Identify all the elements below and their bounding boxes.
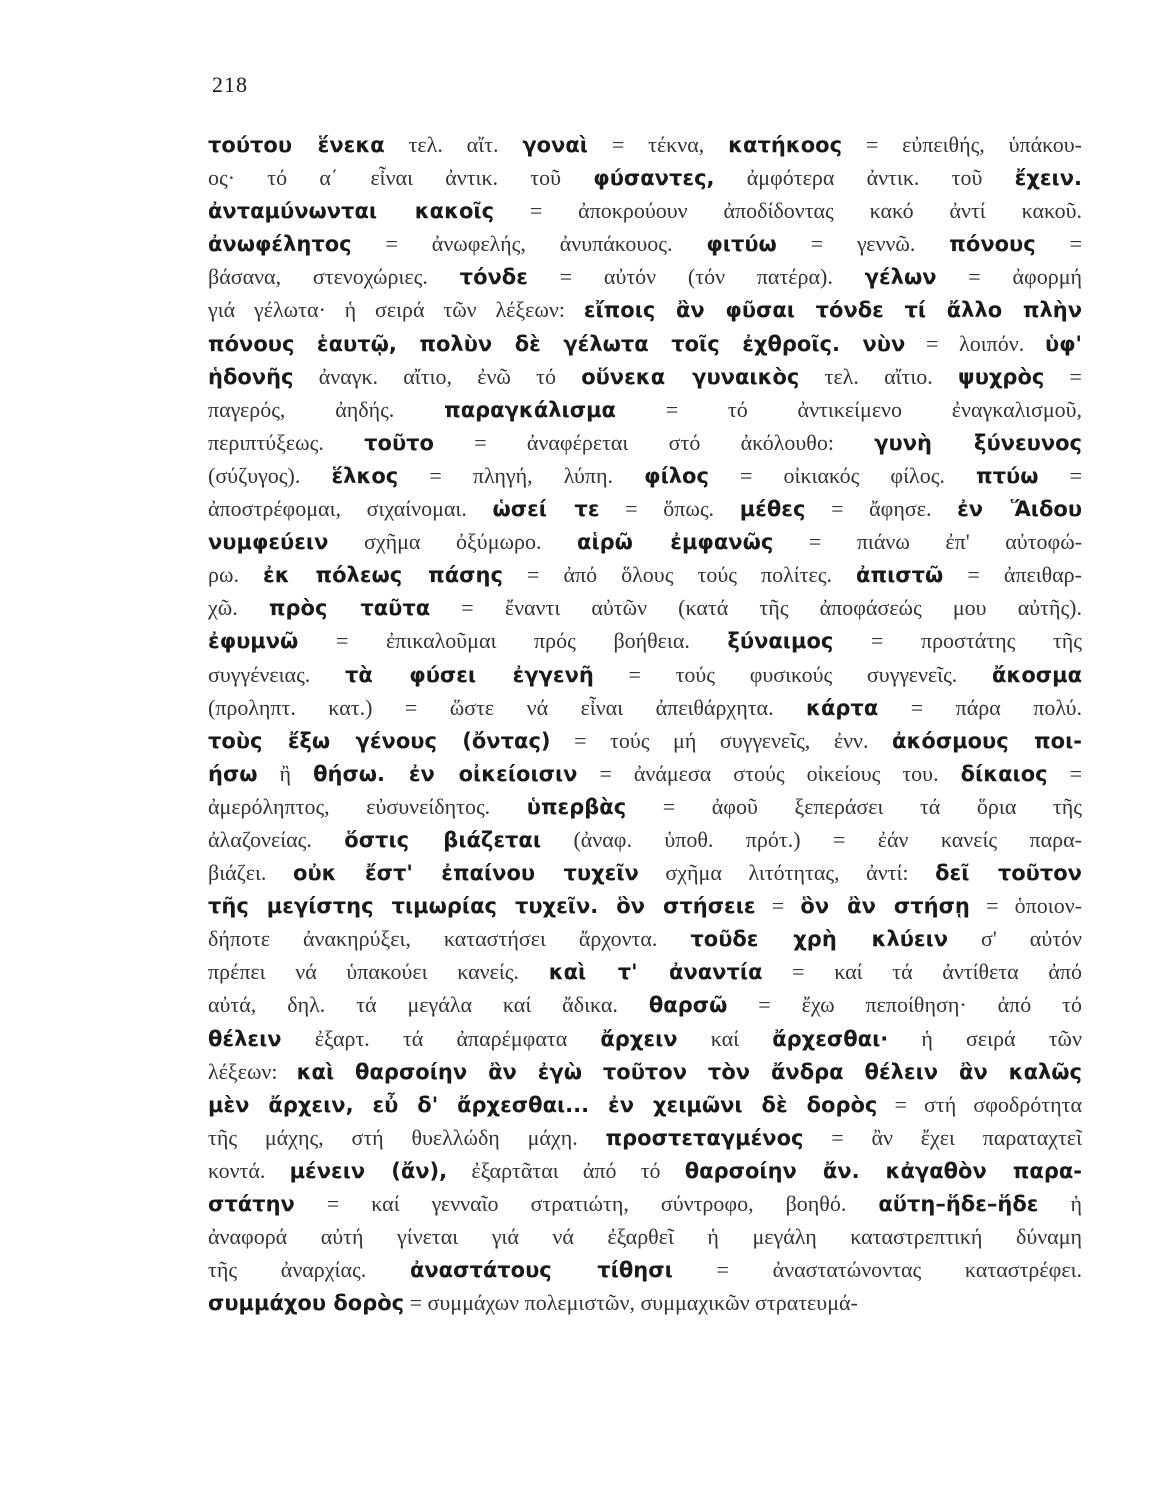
gloss-text: = ἀνάμεσα στούς οἰκείους του. bbox=[577, 760, 961, 786]
gloss-text: περιπτύξεως. bbox=[208, 429, 365, 455]
text-line bbox=[208, 1022, 1082, 1055]
page-number: 218 bbox=[212, 72, 248, 97]
text-line bbox=[208, 260, 1082, 293]
lemma-term: γοναὶ bbox=[522, 133, 588, 157]
commentary-text-block bbox=[208, 128, 1082, 1319]
gloss-text: χῶ. bbox=[208, 595, 269, 621]
lemma-term: ὑπερβὰς bbox=[526, 794, 627, 819]
lemma-term: μέθες bbox=[739, 497, 806, 522]
gloss-text: = πιάνω ἐπ' αὐτοφώ- bbox=[773, 529, 1082, 555]
gloss-text: ἐξαρτᾶται ἀπό τό bbox=[447, 1157, 685, 1183]
gloss-text: = ὅπως. bbox=[599, 496, 740, 522]
gloss-text: = ὁποιον- bbox=[969, 893, 1082, 919]
lemma-term: στάτην bbox=[208, 1192, 295, 1216]
gloss-text: = ἀπειθαρ- bbox=[943, 562, 1082, 588]
gloss-text: = ἀπό ὅλους τούς πολίτες. bbox=[502, 562, 857, 588]
text-line bbox=[208, 492, 1082, 525]
lemma-term: κατήκοος bbox=[728, 133, 843, 157]
lemma-term: πόνους bbox=[949, 232, 1036, 257]
text-line bbox=[208, 293, 1082, 326]
gloss-text: = συμμάχων πολεμιστῶν, συμμαχικῶν στρατευμά- bbox=[404, 1290, 858, 1316]
text-line bbox=[208, 757, 1082, 790]
text-line bbox=[208, 1253, 1082, 1286]
gloss-text: κοντά. bbox=[208, 1157, 290, 1183]
text-line bbox=[208, 558, 1082, 591]
text-line bbox=[208, 194, 1082, 227]
lemma-term: θήσω. ἐν οἰκείοισιν bbox=[313, 761, 578, 786]
gloss-text: βάσανα, στενοχώριες. bbox=[208, 264, 460, 290]
gloss-text: = bbox=[1035, 231, 1082, 257]
gloss-text: ἢ bbox=[257, 760, 314, 786]
gloss-text: = ἀναστατώνοντας καταστρέφει. bbox=[672, 1257, 1082, 1283]
gloss-text: λέξεων: bbox=[208, 1058, 297, 1084]
gloss-text: = λοιπόν. bbox=[905, 330, 1045, 356]
lemma-term: ὃν ἂν στήσῃ bbox=[800, 894, 970, 919]
gloss-text: = προστάτης τῆς bbox=[833, 628, 1082, 654]
lemma-term: ἀνταμύνωνται κακοῖς bbox=[208, 199, 495, 224]
lemma-term: κάρτα bbox=[806, 695, 879, 720]
lemma-term: πτύω bbox=[976, 463, 1039, 488]
gloss-text: σχῆμα ὀξύμωρο. bbox=[328, 529, 578, 555]
lemma-term: ἀπιστῶ bbox=[856, 563, 944, 588]
text-line bbox=[208, 128, 1082, 161]
gloss-text: = ἀφοῦ ξεπεράσει τά ὅρια τῆς bbox=[626, 793, 1082, 819]
text-line bbox=[208, 856, 1082, 889]
lemma-term: οὕνεκα γυναικὸς bbox=[581, 364, 800, 389]
gloss-text: = πάρα πολύ. bbox=[878, 694, 1082, 720]
gloss-text: = τούς μή συγγενεῖς, ἐνν. bbox=[550, 727, 893, 753]
lemma-term: τὰ φύσει ἐγγενῆ bbox=[344, 662, 594, 687]
gloss-text: = ἔναντι αὐτῶν (κατά τῆς ἀποφάσεώς μου αὐτῆς). bbox=[430, 595, 1082, 621]
lemma-term: φιτύω bbox=[706, 232, 777, 257]
text-line bbox=[208, 426, 1082, 459]
text-line bbox=[208, 1286, 1082, 1319]
gloss-text: = τέκνα, bbox=[587, 132, 729, 157]
gloss-text: = καί τά ἀντίθετα ἀπό bbox=[762, 959, 1082, 985]
gloss-text: ἀμφότερα ἀντικ. τοῦ bbox=[714, 165, 1015, 191]
text-line bbox=[208, 1088, 1082, 1121]
gloss-text: δήποτε ἀνακηρύξει, καταστήσει ἄρχοντα. bbox=[208, 926, 691, 952]
lemma-term: αὕτη–ἥδε–ἥδε bbox=[878, 1192, 1039, 1216]
gloss-text: = γεννῶ. bbox=[776, 231, 950, 257]
gloss-text: παγερός, ἀηδής. bbox=[208, 396, 445, 422]
gloss-text: = ἄφησε. bbox=[805, 496, 958, 522]
gloss-text: καί bbox=[677, 1025, 773, 1051]
lemma-term: εἴποις ἂν φῦσαι τόνδε τί ἄλλο πλὴν bbox=[583, 298, 1082, 323]
lemma-term: ἀναστάτους τίθησι bbox=[409, 1258, 673, 1283]
lemma-term: θαρσοίην ἄν. κἀγαθὸν παρα- bbox=[684, 1158, 1082, 1183]
lemma-term: νυμφεύειν bbox=[208, 530, 329, 555]
lemma-term: θέλειν bbox=[208, 1026, 282, 1051]
text-line bbox=[208, 790, 1082, 823]
text-line bbox=[208, 823, 1082, 856]
gloss-text: = bbox=[1038, 462, 1082, 488]
gloss-text: = ἀνωφελής, ἀνυπάκουος. bbox=[351, 231, 707, 257]
lemma-term: ἐκ πόλεως πάσης bbox=[263, 563, 503, 588]
text-line bbox=[208, 161, 1082, 194]
gloss-text: ρω. bbox=[208, 562, 264, 588]
gloss-text: ἡ bbox=[1038, 1191, 1082, 1216]
lemma-term: προστεταγμένος bbox=[605, 1125, 804, 1150]
gloss-text: ἐξαρτ. τά ἀπαρέμφατα bbox=[281, 1025, 601, 1051]
gloss-text: = τό ἀντικείμενο ἐναγκαλισμοῦ, bbox=[615, 396, 1082, 422]
text-line bbox=[208, 955, 1082, 988]
lemma-term: τοῦτο bbox=[364, 430, 434, 455]
lemma-term: ξύναιμος bbox=[727, 629, 834, 654]
gloss-text: ἡ σειρά τῶν bbox=[888, 1025, 1082, 1051]
gloss-text: = καί γενναῖο στρατιώτη, σύντροφο, βοηθό. bbox=[294, 1191, 879, 1216]
lemma-term: δίκαιος bbox=[960, 761, 1048, 786]
lemma-term: ἐφυμνῶ bbox=[208, 629, 299, 654]
gloss-text: = ἔχω πεποίθηση· ἀπό τό bbox=[727, 992, 1082, 1018]
gloss-text: (ἀναφ. ὑποθ. πρότ.) = ἐάν κανείς παρα- bbox=[541, 826, 1082, 852]
gloss-text: ἀλαζονείας. bbox=[208, 826, 345, 852]
text-line bbox=[208, 227, 1082, 260]
gloss-text: βιάζει. bbox=[208, 860, 294, 886]
lemma-term: δεῖ τοῦτον bbox=[935, 861, 1082, 886]
lemma-term: τοῦδε χρὴ κλύειν bbox=[690, 927, 949, 952]
gloss-text: τελ. αἴτιο. bbox=[799, 363, 959, 389]
gloss-text: (σύζυγος). bbox=[208, 462, 332, 488]
gloss-text: = ἀφορμή bbox=[936, 264, 1082, 290]
lemma-term: τῆς μεγίστης τιμωρίας τυχεῖν. ὃν στήσειε bbox=[208, 894, 756, 919]
text-line bbox=[208, 658, 1082, 691]
lemma-term: ἡδονῆς bbox=[208, 364, 294, 389]
lemma-term: φύσαντες, bbox=[593, 166, 715, 191]
lemma-term: αἱρῶ ἐμφανῶς bbox=[577, 530, 774, 555]
text-line bbox=[208, 1055, 1082, 1088]
lemma-term: ήσω bbox=[208, 761, 258, 786]
lemma-term: ἕλκος bbox=[331, 463, 399, 488]
gloss-text: συγγένειας. bbox=[208, 661, 345, 687]
lemma-term: θαρσῶ bbox=[648, 993, 728, 1018]
text-line bbox=[208, 1220, 1082, 1253]
gloss-text: τελ. αἴτ. bbox=[384, 132, 523, 157]
lemma-term: γέλων bbox=[864, 265, 937, 290]
text-line bbox=[208, 393, 1082, 426]
lemma-term: τόνδε bbox=[459, 265, 528, 290]
text-line bbox=[208, 525, 1082, 558]
lemma-term: ἄρχειν bbox=[600, 1026, 678, 1051]
gloss-text: = ἐπικαλοῦμαι πρός βοήθεια. bbox=[298, 628, 728, 654]
text-line bbox=[208, 922, 1082, 955]
gloss-text: ἀναφορά αὐτή γίνεται γιά νά ἐξαρθεῖ ἡ μεγάλη καταστρεπτική δύναμη bbox=[208, 1224, 1082, 1250]
text-line bbox=[208, 1154, 1082, 1187]
gloss-text: = οἰκιακός φίλος. bbox=[708, 462, 977, 488]
text-line bbox=[208, 327, 1082, 360]
text-line bbox=[208, 624, 1082, 657]
lemma-term: ἀκόσμους ποι- bbox=[892, 728, 1082, 753]
gloss-text: = αὐτόν (τόν πατέρα). bbox=[527, 264, 865, 290]
gloss-text: = bbox=[1044, 363, 1082, 389]
gloss-text: = πληγή, λύπη. bbox=[398, 462, 645, 488]
gloss-text: αὐτά, δηλ. τά μεγάλα καί ἄδικα. bbox=[208, 992, 649, 1018]
lemma-term: φίλος bbox=[644, 463, 709, 488]
gloss-text: = bbox=[1047, 760, 1082, 786]
text-line bbox=[208, 360, 1082, 393]
lemma-term: ὅστις βιάζεται bbox=[344, 827, 542, 852]
lemma-term: ὑφ' bbox=[1044, 331, 1082, 356]
gloss-text: γιά γέλωτα· ἡ σειρά τῶν λέξεων: bbox=[208, 297, 584, 323]
lemma-term: ἀνωφέλητος bbox=[208, 232, 352, 257]
lemma-term: ἄκοσμα bbox=[991, 662, 1082, 687]
text-line bbox=[208, 1121, 1082, 1154]
gloss-text: = εὐπειθής, ὑπάκου- bbox=[842, 132, 1082, 157]
text-line bbox=[208, 724, 1082, 757]
gloss-text: σχῆμα λιτότητας, ἀντί: bbox=[638, 860, 936, 886]
text-line bbox=[208, 988, 1082, 1021]
gloss-text: = ἀποκρούουν ἀποδίδοντας κακό ἀντί κακοῦ. bbox=[494, 198, 1082, 224]
gloss-text: πρέπει νά ὑπακούει κανείς. bbox=[208, 959, 549, 985]
lemma-term: πρὸς ταῦτα bbox=[268, 596, 431, 621]
gloss-text: = ἀναφέρεται στό ἀκόλουθο: bbox=[433, 429, 875, 455]
lemma-term: ψυχρὸς bbox=[958, 364, 1045, 389]
lemma-term: παραγκάλισμα bbox=[444, 397, 616, 422]
gloss-text: ἀποστρέφομαι, σιχαίνομαι. bbox=[208, 496, 493, 522]
text-line bbox=[208, 691, 1082, 724]
lemma-term: μένειν (ἄν), bbox=[289, 1158, 448, 1183]
gloss-text: τῆς μάχης, στή θυελλώδη μάχη. bbox=[208, 1124, 606, 1150]
lemma-term: γυνὴ ξύνευνος bbox=[874, 430, 1082, 455]
text-line bbox=[208, 459, 1082, 492]
lemma-term: τούτου ἕνεκα bbox=[208, 133, 385, 157]
gloss-text: τῆς ἀναρχίας. bbox=[208, 1257, 410, 1283]
gloss-text: = τούς φυσικούς συγγενεῖς. bbox=[593, 661, 992, 687]
gloss-text: ος· τό α΄ εἶναι ἀντικ. τοῦ bbox=[208, 165, 594, 191]
lemma-term: καὶ τ' ἀναντία bbox=[548, 960, 763, 985]
lemma-term: μὲν ἄρχειν, εὖ δ' ἄρχεσθαι... ἐν χειμῶνι δὲ δορὸς bbox=[208, 1092, 878, 1117]
gloss-text: = ἂν ἔχει παραταχτεῖ bbox=[803, 1124, 1082, 1150]
lemma-term: πόνους ἑαυτῷ, πολὺν δὲ γέλωτα τοῖς ἐχθροῖς. νὺν bbox=[208, 331, 906, 356]
lemma-term: ἔχειν. bbox=[1014, 166, 1082, 191]
gloss-text: ἀμερόληπτος, εὐσυνείδητος. bbox=[208, 793, 527, 819]
lemma-term: καὶ θαρσοίην ἂν ἐγὼ τοῦτον τὸν ἄνδρα θέλειν ἂν καλῶς bbox=[296, 1059, 1082, 1084]
lemma-term: τοὺς ἔξω γένους (ὄντας) bbox=[208, 728, 551, 753]
gloss-text: σ' αὐτόν bbox=[948, 926, 1082, 952]
gloss-text: = bbox=[755, 893, 801, 919]
text-line bbox=[208, 1187, 1082, 1220]
lemma-term: οὐκ ἔστ' ἐπαίνου τυχεῖν bbox=[293, 861, 639, 886]
lemma-term: συμμάχου δορὸς bbox=[208, 1291, 405, 1316]
text-line bbox=[208, 591, 1082, 624]
text-line bbox=[208, 889, 1082, 922]
gloss-text: ἀναγκ. αἴτιο, ἐνῶ τό bbox=[293, 363, 582, 389]
gloss-text: (προληπτ. κατ.) = ὥστε νά εἶναι ἀπειθάρχητα. bbox=[208, 694, 807, 720]
lemma-term: ἐν Ἅιδου bbox=[957, 497, 1082, 522]
lemma-term: ἄρχεσθαι· bbox=[772, 1026, 889, 1051]
gloss-text: = στή σφοδρότητα bbox=[877, 1091, 1082, 1117]
lemma-term: ὡσεί τε bbox=[492, 497, 600, 522]
